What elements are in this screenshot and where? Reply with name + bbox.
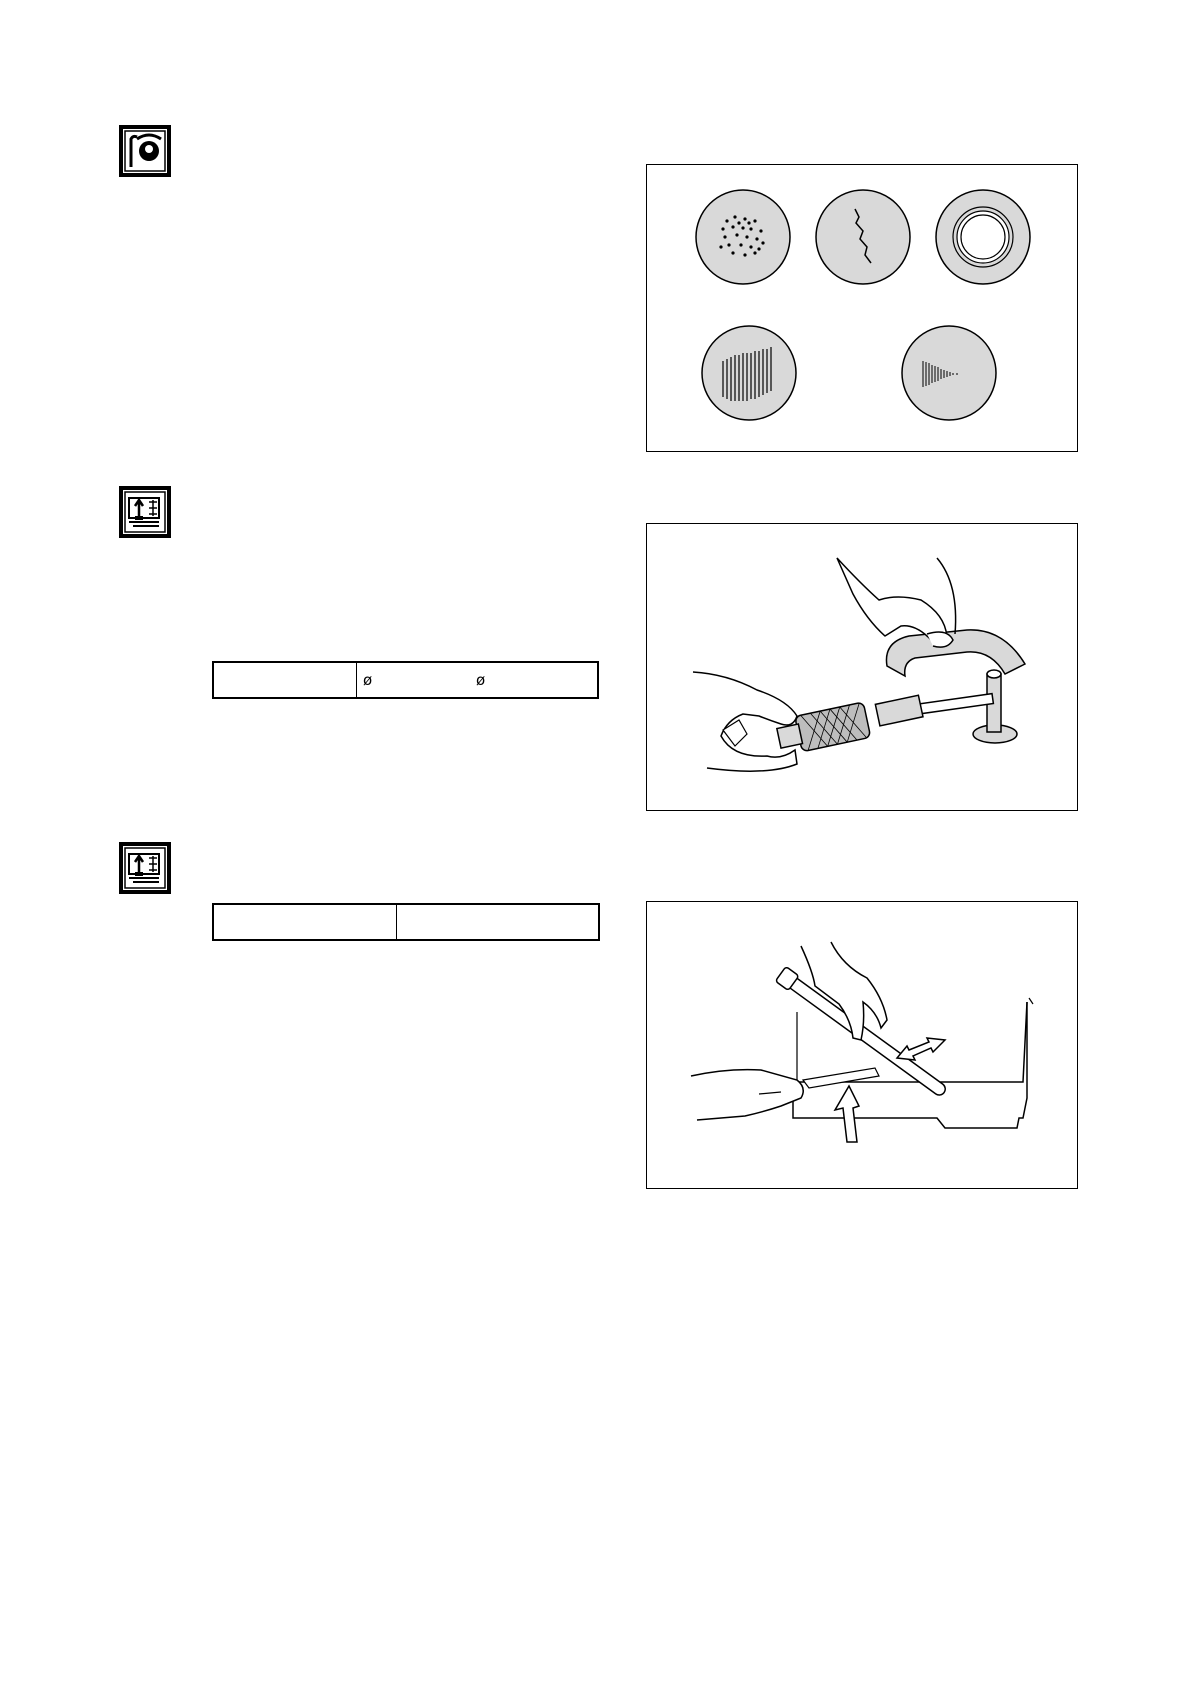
spec-table-diameter — [212, 661, 599, 699]
figure-micrometer — [646, 523, 1078, 811]
figure-damage-patterns — [646, 164, 1078, 452]
spec-table-runout — [212, 903, 600, 941]
spec-label-cell — [213, 662, 357, 698]
figure-rod-bend-check — [646, 901, 1078, 1189]
wear-ring-circle — [936, 190, 1030, 284]
measure-limit-icon — [119, 486, 171, 538]
spec-value-cell — [397, 904, 600, 940]
pitting-circle — [696, 190, 790, 284]
diameter-symbol: ø — [475, 671, 486, 689]
spec-value-cell — [357, 662, 599, 698]
diameter-symbol: ø — [363, 671, 373, 689]
scratch-circle — [702, 326, 796, 420]
inspection-eye-icon — [119, 125, 171, 177]
measure-limit-icon — [119, 842, 171, 894]
crack-circle — [816, 190, 910, 284]
spec-label-cell — [213, 904, 397, 940]
wedge-wear-circle — [902, 326, 996, 420]
